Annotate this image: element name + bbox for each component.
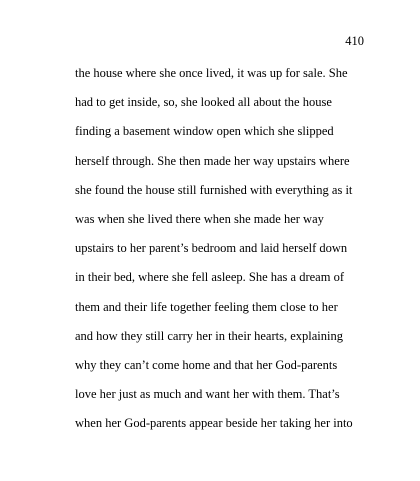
text-line: the house where she once lived, it was up for sale. She xyxy=(75,66,348,80)
text-line: love her just as much and want her with them. That’s xyxy=(75,387,340,402)
text-line: finding a basement window open which she slipped xyxy=(75,124,334,139)
text-line: in their bed, where she fell asleep. She has a dream of xyxy=(75,270,344,285)
text-line: upstairs to her parent’s bedroom and laid herself down xyxy=(75,241,348,256)
text-line: had to get inside, so, she looked all about the house xyxy=(75,95,332,110)
text-line: she found the house still furnished with everything as it xyxy=(75,182,353,197)
text-line: when her God-parents appear beside her taking her into xyxy=(75,416,353,431)
body-text xyxy=(75,64,375,443)
page-number: 410 xyxy=(345,34,364,48)
text-line: them and their life together feeling them close to her xyxy=(75,299,338,314)
text-line: was when she lived there when she made her way xyxy=(75,211,324,226)
text-line: and how they still carry her in their hearts, explaining xyxy=(75,328,343,343)
text-line: herself through. She then made her way upstairs where xyxy=(75,153,350,168)
text-line: why they can’t come home and that her God-parents xyxy=(75,357,338,372)
